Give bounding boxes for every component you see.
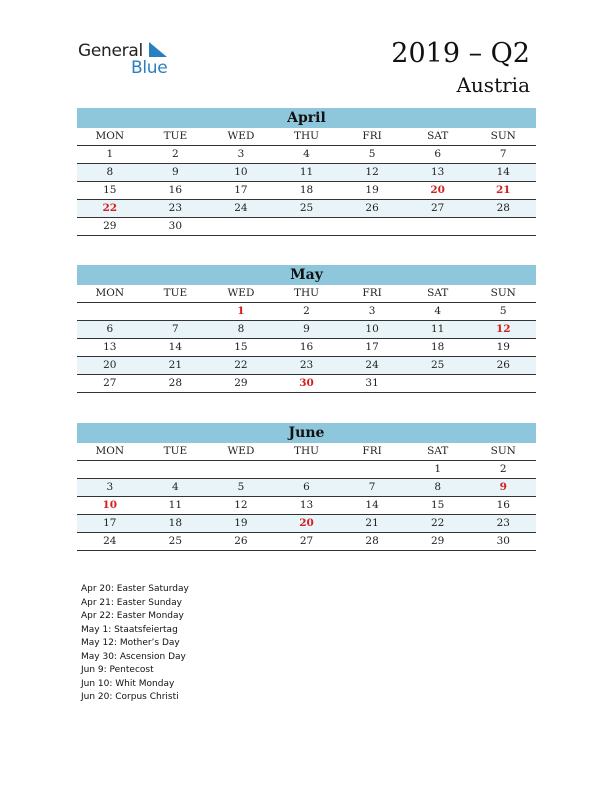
brand-general-text: General [78, 41, 143, 61]
date-cell: 29 [103, 220, 117, 232]
date-cell: 2 [303, 305, 310, 317]
date-cell: 31 [365, 377, 379, 389]
page-title: 2019 – Q2 [391, 38, 530, 69]
holiday-date-cell: 21 [495, 184, 511, 196]
holiday-date-cell: 10 [102, 499, 118, 511]
week-row [77, 357, 536, 375]
date-cell [339, 461, 405, 478]
date-cell: 29 [430, 535, 445, 547]
date-cell: 16 [299, 341, 314, 353]
month-calendar-may [77, 265, 536, 393]
month-calendar-june [77, 423, 536, 551]
date-cell: 25 [430, 359, 445, 371]
date-cell: 25 [299, 202, 314, 214]
date-cell: 10 [365, 323, 379, 335]
date-cell: 11 [168, 499, 183, 511]
day-of-week-label: WED [227, 287, 255, 299]
day-of-week-label: TUE [163, 445, 188, 457]
day-of-week-label: SUN [490, 287, 516, 299]
holiday-list-item: Jun 10: Whit Monday [81, 678, 175, 689]
date-cell: 30 [168, 220, 183, 232]
date-cell: 6 [106, 323, 114, 335]
day-of-week-label: SAT [427, 130, 449, 142]
week-row [77, 339, 536, 357]
date-cell: 27 [299, 535, 314, 547]
date-cell: 23 [168, 202, 183, 214]
holiday-date-cell: 22 [102, 202, 118, 214]
day-of-week-label: SAT [427, 445, 449, 457]
date-cell: 21 [365, 517, 379, 529]
date-cell: 1 [106, 148, 114, 160]
day-of-week-label: TUE [163, 287, 188, 299]
date-cell: 11 [299, 166, 314, 178]
holiday-date-cell: 12 [495, 323, 511, 335]
date-cell [208, 461, 274, 478]
date-cell: 24 [234, 202, 248, 214]
date-cell: 2 [172, 148, 179, 160]
date-cell [274, 218, 340, 235]
holiday-list-item: Jun 20: Corpus Christi [81, 692, 179, 702]
date-cell [77, 461, 143, 478]
week-row [77, 303, 536, 321]
date-cell: 20 [103, 359, 117, 371]
date-cell: 26 [496, 359, 510, 371]
date-cell [143, 303, 209, 320]
date-cell: 14 [168, 341, 183, 353]
week-row [77, 321, 536, 339]
date-cell: 18 [430, 341, 445, 353]
date-cell: 28 [496, 202, 510, 214]
month-header: May [77, 265, 536, 285]
date-cell: 15 [234, 341, 248, 353]
date-cell: 28 [365, 535, 379, 547]
date-cell: 26 [234, 535, 248, 547]
date-cell: 8 [106, 166, 114, 178]
date-cell: 14 [365, 499, 379, 511]
date-cell: 17 [103, 517, 117, 529]
holiday-date-cell: 20 [430, 184, 445, 196]
date-cell: 27 [430, 202, 445, 214]
date-cell: 9 [172, 166, 179, 178]
date-cell: 23 [496, 517, 510, 529]
day-of-week-label: SAT [427, 287, 449, 299]
date-cell [470, 375, 536, 392]
date-cell: 5 [368, 148, 376, 160]
date-cell: 7 [368, 481, 376, 493]
date-cell: 17 [365, 341, 379, 353]
date-cell [405, 218, 471, 235]
date-cell: 12 [365, 166, 379, 178]
holiday-date-cell: 1 [237, 305, 245, 317]
week-row [77, 515, 536, 533]
month-header: April [77, 108, 536, 128]
date-cell: 7 [172, 323, 179, 335]
date-cell: 19 [496, 341, 510, 353]
date-cell: 5 [499, 305, 507, 317]
date-cell: 18 [168, 517, 183, 529]
date-cell: 13 [103, 341, 117, 353]
date-cell: 2 [499, 463, 507, 475]
date-cell: 28 [168, 377, 183, 389]
day-of-week-label: WED [227, 130, 255, 142]
date-cell: 10 [234, 166, 248, 178]
holiday-list-item: Jun 9: Pentecost [81, 665, 154, 675]
date-cell: 13 [430, 166, 445, 178]
date-cell: 4 [303, 148, 310, 160]
week-row [77, 479, 536, 497]
date-cell [208, 218, 274, 235]
date-cell: 6 [303, 481, 310, 493]
date-cell: 27 [103, 377, 117, 389]
date-cell: 24 [365, 359, 379, 371]
date-cell: 19 [365, 184, 379, 196]
date-cell: 9 [303, 323, 310, 335]
date-cell: 30 [496, 535, 510, 547]
date-cell: 23 [299, 359, 314, 371]
day-of-week-label: FRI [362, 287, 382, 299]
day-of-week-label: THU [294, 287, 320, 299]
date-cell [470, 218, 536, 235]
week-row [77, 533, 536, 551]
date-cell: 14 [496, 166, 510, 178]
date-cell: 13 [299, 499, 314, 511]
week-row [77, 375, 536, 393]
day-of-week-label: SUN [490, 445, 516, 457]
date-cell: 3 [237, 148, 245, 160]
holiday-list-item: May 1: Staatsfeiertag [81, 624, 178, 635]
date-cell: 5 [237, 481, 245, 493]
date-cell: 3 [106, 481, 114, 493]
day-of-week-label: SUN [490, 130, 516, 142]
date-cell: 16 [496, 499, 510, 511]
holiday-date-cell: 30 [299, 377, 314, 389]
holiday-list-item: May 12: Mother’s Day [81, 638, 180, 648]
week-row [77, 182, 536, 200]
date-cell: 19 [234, 517, 248, 529]
holiday-list-item: Apr 22: Easter Monday [81, 611, 184, 621]
date-cell: 8 [434, 481, 442, 493]
holiday-list-item: May 30: Ascension Day [81, 651, 186, 662]
day-of-week-label: THU [294, 130, 320, 142]
day-of-week-label: THU [294, 445, 320, 457]
week-row [77, 146, 536, 164]
date-cell: 4 [434, 305, 442, 317]
date-cell: 16 [168, 184, 183, 196]
brand-logo [78, 41, 188, 81]
holiday-list [81, 583, 189, 705]
week-row [77, 200, 536, 218]
holiday-date-cell: 20 [299, 517, 314, 529]
month-calendar-april [77, 108, 536, 236]
date-cell: 3 [368, 305, 376, 317]
date-cell: 25 [168, 535, 183, 547]
day-of-week-row [77, 285, 536, 303]
date-cell: 21 [168, 359, 183, 371]
week-row [77, 218, 536, 236]
date-cell: 24 [103, 535, 117, 547]
date-cell [77, 303, 143, 320]
day-of-week-label: TUE [163, 130, 188, 142]
day-of-week-row [77, 128, 536, 146]
date-cell: 15 [430, 499, 445, 511]
week-row [77, 461, 536, 479]
brand-blue-text: Blue [131, 58, 168, 78]
date-cell: 26 [365, 202, 379, 214]
day-of-week-row [77, 443, 536, 461]
holiday-list-item: Apr 20: Easter Saturday [81, 584, 189, 594]
date-cell: 6 [434, 148, 442, 160]
country-name: Austria [456, 73, 530, 97]
date-cell: 29 [234, 377, 248, 389]
day-of-week-label: FRI [362, 130, 382, 142]
date-cell [143, 461, 209, 478]
day-of-week-label: WED [227, 445, 255, 457]
date-cell: 22 [234, 359, 248, 371]
day-of-week-label: MON [95, 130, 125, 142]
date-cell: 22 [430, 517, 445, 529]
date-cell: 4 [172, 481, 179, 493]
date-cell [274, 461, 340, 478]
date-cell: 18 [299, 184, 314, 196]
date-cell: 17 [234, 184, 248, 196]
day-of-week-label: MON [95, 445, 125, 457]
day-of-week-label: MON [95, 287, 125, 299]
day-of-week-label: FRI [362, 445, 382, 457]
holiday-list-item: Apr 21: Easter Sunday [81, 597, 182, 608]
week-row [77, 497, 536, 515]
date-cell [405, 375, 471, 392]
date-cell: 8 [237, 323, 245, 335]
month-header: June [77, 423, 536, 443]
date-cell: 12 [234, 499, 248, 511]
date-cell: 11 [430, 323, 445, 335]
date-cell: 7 [499, 148, 507, 160]
blue-triangle-icon [149, 42, 169, 58]
date-cell: 1 [434, 463, 442, 475]
date-cell: 15 [103, 184, 117, 196]
holiday-date-cell: 9 [499, 481, 507, 493]
week-row [77, 164, 536, 182]
date-cell [339, 218, 405, 235]
